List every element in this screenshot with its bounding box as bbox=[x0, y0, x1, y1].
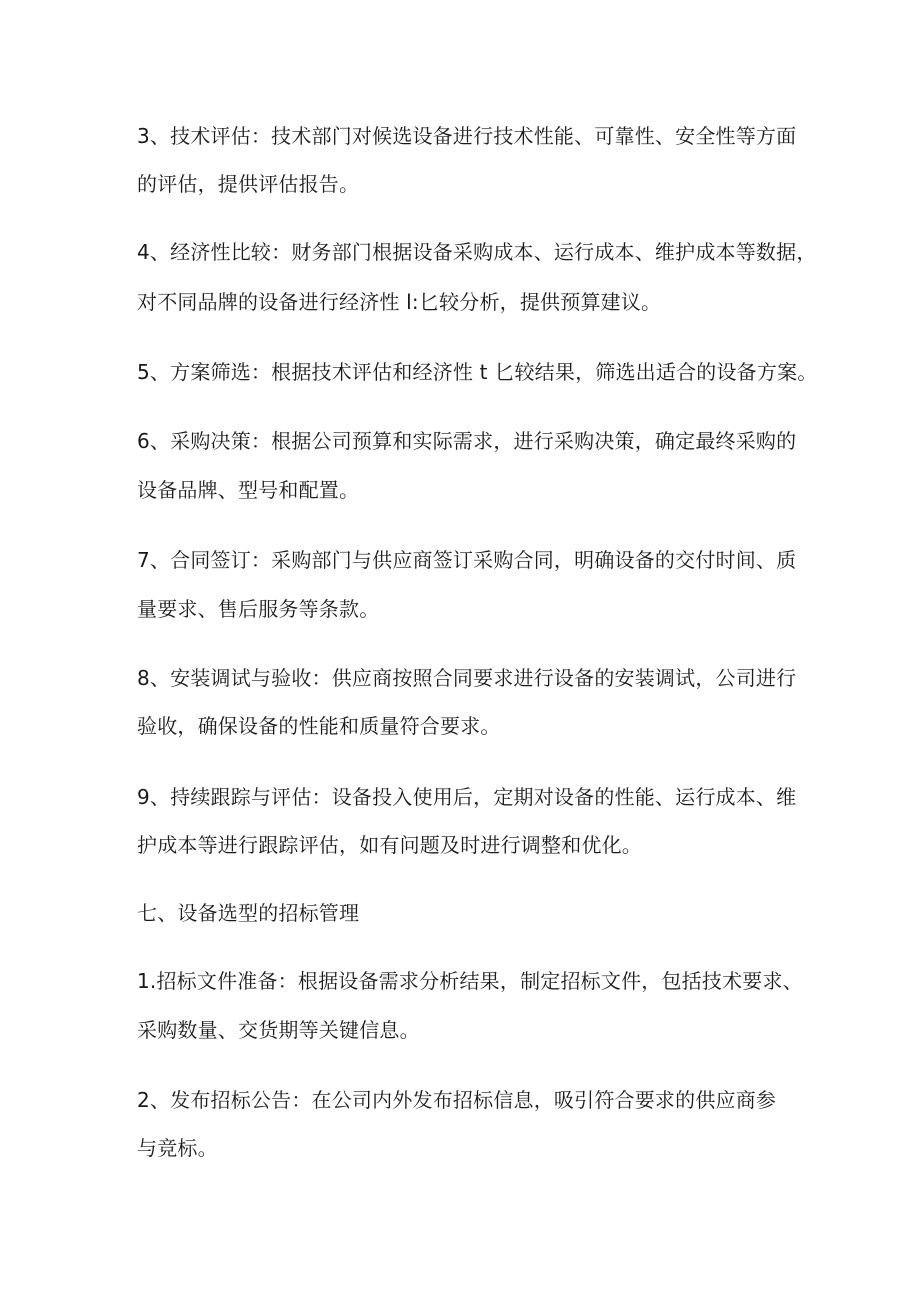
tender-item-1-line-1: 1.招标文件准备：根据设备需求分析结果，制定招标文件，包括技术要求、 bbox=[137, 969, 803, 993]
paragraph-4-line-2: 对不同品牌的设备进行经济性 l:匕较分析，提供预算建议。 bbox=[137, 290, 662, 314]
paragraph-5-line-1: 5、方案筛选：根据技术评估和经济性 t 匕较结果，筛选出适合的设备方案。 bbox=[137, 360, 818, 384]
paragraph-6-line-2: 设备品牌、型号和配置。 bbox=[137, 478, 360, 502]
paragraph-7-line-1: 7、合同签订：采购部门与供应商签订采购合同，明确设备的交付时间、质 bbox=[137, 548, 797, 572]
paragraph-9-line-2: 护成本等进行跟踪评估，如有问题及时进行调整和优化。 bbox=[137, 833, 642, 857]
paragraph-3-line-1: 3、技术评估：技术部门对候选设备进行技术性能、可靠性、安全性等方面 bbox=[137, 124, 797, 148]
paragraph-3-line-2: 的评估，提供评估报告。 bbox=[137, 172, 360, 196]
paragraph-8-line-2: 验收，确保设备的性能和质量符合要求。 bbox=[137, 714, 501, 738]
paragraph-8-line-1: 8、安装调试与验收：供应商按照合同要求进行设备的安装调试，公司进行 bbox=[137, 666, 797, 690]
tender-item-2-line-2: 与竞标。 bbox=[137, 1136, 218, 1160]
section-heading-7: 七、设备选型的招标管理 bbox=[137, 901, 360, 925]
tender-item-1-line-2: 采购数量、交货期等关键信息。 bbox=[137, 1018, 420, 1042]
paragraph-4-line-1: 4、经济性比较：财务部门根据设备采购成本、运行成本、维护成本等数据， bbox=[137, 240, 817, 264]
paragraph-6-line-1: 6、采购决策：根据公司预算和实际需求，进行采购决策，确定最终采购的 bbox=[137, 429, 797, 453]
paragraph-9-line-1: 9、持续跟踪与评估：设备投入使用后，定期对设备的性能、运行成本、维 bbox=[137, 785, 797, 809]
tender-item-2-line-1: 2、发布招标公告：在公司内外发布招标信息，吸引符合要求的供应商参 bbox=[137, 1088, 777, 1112]
paragraph-7-line-2: 量要求、售后服务等条款。 bbox=[137, 597, 380, 621]
